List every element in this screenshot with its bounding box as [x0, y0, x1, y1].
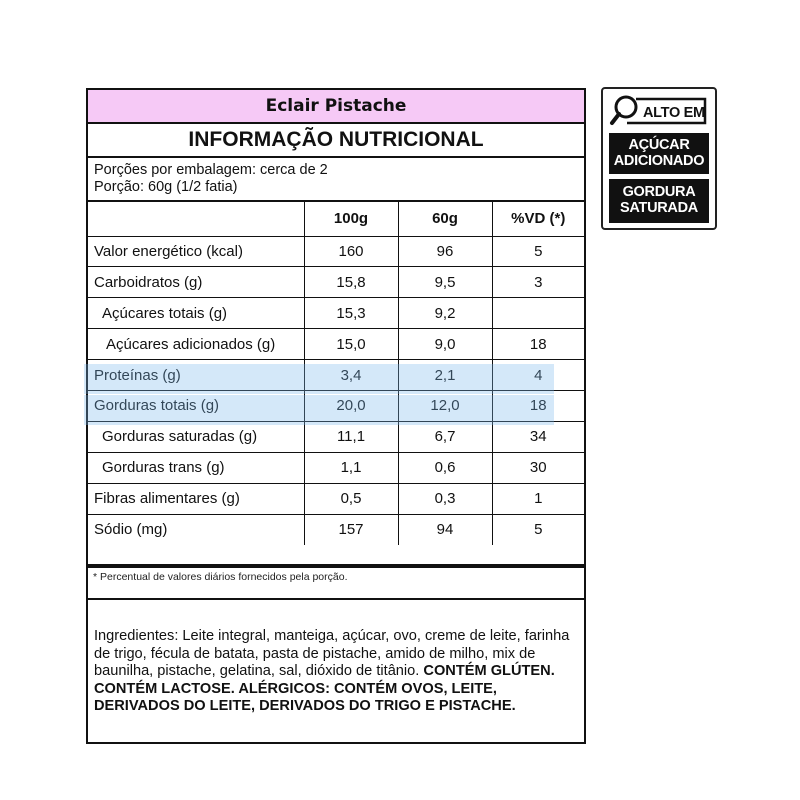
nutrient-name: Valor energético (kcal) — [88, 236, 304, 267]
table-row — [88, 390, 584, 421]
table-row — [88, 329, 584, 360]
product-name: Eclair Pistache — [88, 90, 584, 124]
value-100g: 3,4 — [304, 360, 398, 391]
nutrient-name: Açúcares adicionados (g) — [88, 329, 304, 360]
value-100g: 0,5 — [304, 483, 398, 514]
value-100g: 20,0 — [304, 390, 398, 421]
header-100g: 100g — [304, 202, 398, 236]
value-60g: 9,0 — [398, 329, 492, 360]
value-60g: 9,2 — [398, 298, 492, 329]
value-vd: 30 — [492, 452, 584, 483]
nutrient-name: Gorduras trans (g) — [88, 452, 304, 483]
value-100g: 160 — [304, 236, 398, 267]
nutrition-table — [88, 202, 584, 545]
warning-badge — [601, 87, 717, 230]
value-100g: 15,3 — [304, 298, 398, 329]
value-vd: 5 — [492, 236, 584, 267]
value-100g: 11,1 — [304, 421, 398, 452]
table-row — [88, 514, 584, 545]
badge-header — [609, 95, 709, 127]
nutrient-name: Sódio (mg) — [88, 514, 304, 545]
value-vd: 3 — [492, 267, 584, 298]
footnote: * Percentual de valores diários fornecidos pela porção. — [86, 566, 586, 600]
table-row — [88, 298, 584, 329]
value-60g: 0,6 — [398, 452, 492, 483]
header-vd: %VD (*) — [492, 202, 584, 236]
value-60g: 12,0 — [398, 390, 492, 421]
table-row — [88, 421, 584, 452]
nutrient-name: Carboidratos (g) — [88, 267, 304, 298]
value-60g: 0,3 — [398, 483, 492, 514]
table-row — [88, 236, 584, 267]
badge-line: AÇÚCAR — [628, 137, 690, 153]
badge-alto-em: ALTO EM — [643, 105, 705, 121]
allergens-text: CONTÉM GLÚTEN. CONTÉM LACTOSE. ALÉRGICOS: CONTÉM OVOS, LEITE, DERIVADOS DO LEITE, DERIVADOS DO TRIGO E PISTACHE. — [94, 663, 555, 715]
portions-info — [88, 158, 584, 202]
value-60g: 9,5 — [398, 267, 492, 298]
ingredients-text: Ingredientes: Leite integral, manteiga, açúcar, ovo, creme de leite, farinha de trigo, fécula de batata, pasta de pistache, amido de milho, mix de baunilha, pistache, gelatina, sal, dióxido de titânio. — [94, 628, 570, 680]
value-60g: 94 — [398, 514, 492, 545]
nutrient-name: Gorduras saturadas (g) — [88, 421, 304, 452]
label-title: INFORMAÇÃO NUTRICIONAL — [88, 124, 584, 158]
value-60g: 96 — [398, 236, 492, 267]
value-100g: 15,8 — [304, 267, 398, 298]
header-60g: 60g — [398, 202, 492, 236]
value-vd: 18 — [492, 329, 584, 360]
table-row — [88, 360, 584, 391]
value-vd: 5 — [534, 521, 543, 539]
value-vd: 4 — [492, 360, 584, 391]
badge-line: ADICIONADO — [613, 153, 705, 169]
value-vd — [492, 298, 584, 329]
portions-per-package: Porções por embalagem: cerca de 2 — [94, 162, 328, 178]
badge-line: SATURADA — [620, 200, 698, 216]
value-100g: 1,1 — [304, 452, 398, 483]
nutrient-name: Gorduras totais (g) — [88, 390, 304, 421]
badge-added-sugar — [609, 133, 709, 174]
ingredients-box — [86, 598, 586, 744]
value-vd: 1 — [492, 483, 584, 514]
nutrition-label — [86, 88, 586, 566]
table-row — [88, 267, 584, 298]
badge-saturated-fat — [609, 179, 709, 223]
value-100g: 15,0 — [304, 329, 398, 360]
portion-size: Porção: 60g (1/2 fatia) — [94, 179, 238, 195]
nutrient-name: Proteínas (g) — [88, 360, 304, 391]
nutrient-name: Açúcares totais (g) — [88, 298, 304, 329]
value-60g: 6,7 — [398, 421, 492, 452]
value-vd: 18 — [492, 390, 584, 421]
table-row — [88, 452, 584, 483]
value-60g: 2,1 — [398, 360, 492, 391]
table-row — [88, 483, 584, 514]
header-blank — [88, 202, 304, 236]
table-header-row — [88, 202, 584, 236]
value-100g: 157 — [304, 514, 398, 545]
badge-line: GORDURA — [622, 184, 696, 200]
nutrient-name: Fibras alimentares (g) — [88, 483, 304, 514]
value-vd: 34 — [492, 421, 584, 452]
